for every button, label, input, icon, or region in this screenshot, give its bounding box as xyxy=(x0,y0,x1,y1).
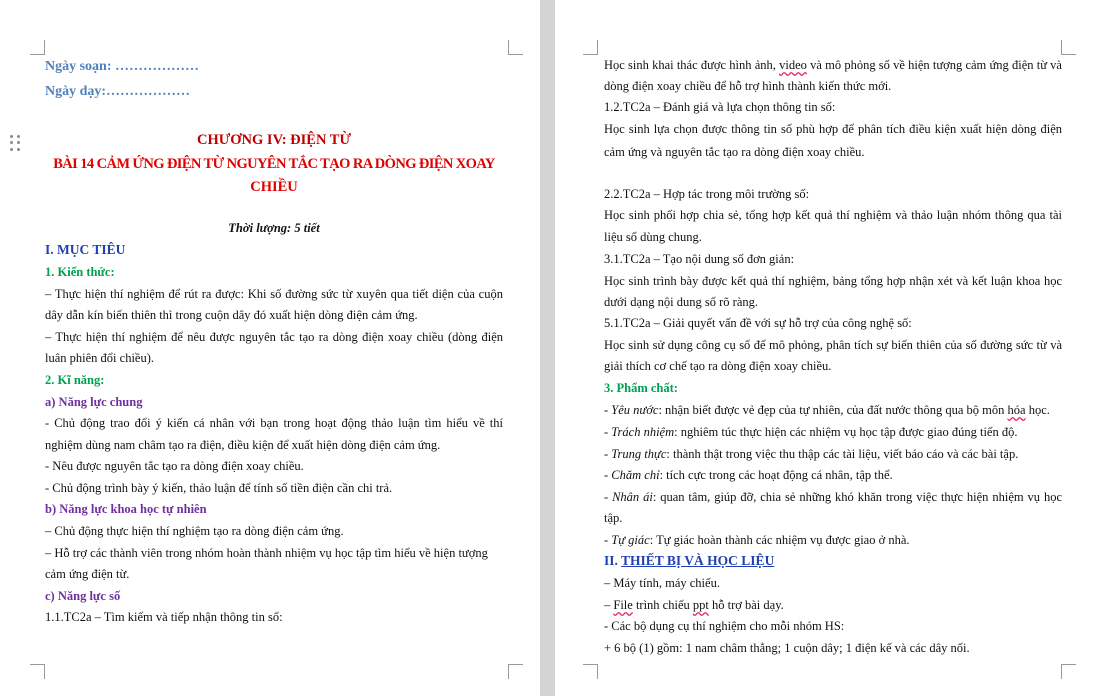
paragraph-line: tập. xyxy=(604,511,623,525)
paragraph-line: - Trách nhiệm: nghiêm túc thực hiện các nhiệm vụ học tập được giao đúng tiến độ. xyxy=(604,425,1018,439)
subsection-heading: 3. Phẩm chất: xyxy=(604,381,678,395)
paragraph-line: - Chủ động trình bày ý kiến, thảo luận để tính số tiền điện cần chi trả. xyxy=(45,481,393,495)
paragraph-line: liệu số dùng chung. xyxy=(604,230,702,244)
paragraph-line: - Nêu được nguyên tắc tạo ra dòng điện xoay chiều. xyxy=(45,459,304,473)
crop-mark xyxy=(1061,40,1076,55)
paragraph-line: 1.1.TC2a – Tìm kiếm và tiếp nhận thông tin số: xyxy=(45,610,283,624)
duration: Thời lượng: 5 tiết xyxy=(228,221,320,235)
paragraph-line: giải thích cơ chế tạo ra dòng điện xoay chiều. xyxy=(604,359,832,373)
paragraph-line: cảm ứng điện từ. xyxy=(45,567,130,581)
section-heading: I. MỤC TIÊU xyxy=(45,242,126,257)
crop-mark xyxy=(30,664,45,679)
lesson-title-line1: BÀI 14 CẢM ỨNG ĐIỆN TỪ NGUYÊN TẮC TẠO RA DÒNG ĐIỆN XOAY xyxy=(53,156,495,172)
crop-mark xyxy=(508,40,523,55)
paragraph-line: - Chăm chỉ: tích cực trong các hoạt động cá nhân, tập thể. xyxy=(604,468,893,482)
paragraph-line: Học sinh lựa chọn được thông tin số phù hợp để phân tích điều kiện xuất hiện dòng điện xyxy=(604,122,1062,136)
paragraph-line: – Chủ động thực hiện thí nghiệm tạo ra dòng điện cảm ứng. xyxy=(45,524,344,538)
paragraph-line: Học sinh trình bày được kết quả thí nghiệm, bảng tổng hợp nhận xét và kết luận khoa học xyxy=(604,274,1062,288)
drag-handle-icon[interactable] xyxy=(10,135,22,151)
crop-mark xyxy=(30,40,45,55)
crop-mark xyxy=(1061,664,1076,679)
crop-mark xyxy=(508,664,523,679)
lesson-title-line2: CHIỀU xyxy=(250,179,298,195)
paragraph-line: – Hỗ trợ các thành viên trong nhóm hoàn thành nhiệm vụ học tập tìm hiểu về hiện tượng xyxy=(45,546,488,560)
paragraph-line: luân phiên đổi chiều). xyxy=(45,351,154,365)
paragraph-line: 2.2.TC2a – Hợp tác trong môi trường số: xyxy=(604,187,810,201)
crop-mark xyxy=(583,664,598,679)
subsection-heading: 2. Kĩ năng: xyxy=(45,373,105,387)
section-heading: II. THIẾT BỊ VÀ HỌC LIỆU xyxy=(604,553,775,568)
subsection-heading: 1. Kiến thức: xyxy=(45,265,115,279)
paragraph-line: Học sinh khai thác được hình ảnh, video và mô phỏng số về hiện tượng cảm ứng điện từ và xyxy=(604,58,1062,72)
paragraph-line: – Thực hiện thí nghiệm để rút ra được: Khi số đường sức từ xuyên qua tiết diện của cuộn xyxy=(45,287,503,301)
paragraph-line: dưới dạng nội dung số rõ ràng. xyxy=(604,295,758,309)
paragraph-line: 5.1.TC2a – Giải quyết vấn đề với sự hỗ trợ của công nghệ số: xyxy=(604,316,912,330)
chapter-title: CHƯƠNG IV: ĐIỆN TỪ xyxy=(196,132,351,148)
paragraph-line: – Máy tính, máy chiếu. xyxy=(604,576,720,590)
paragraph-line: + 6 bộ (1) gồm: 1 nam châm thẳng; 1 cuộn dây; 1 điện kế và các dây nối. xyxy=(604,641,970,655)
date-taught: Ngày dạy:……………… xyxy=(45,84,191,99)
crop-mark xyxy=(583,40,598,55)
date-prepared: Ngày soạn: ……………… xyxy=(45,59,200,74)
paragraph-line: nghiệm dùng nam châm tạo ra điện, điều kiện để xuất hiện dòng điện cảm ứng. xyxy=(45,438,441,452)
subsection-heading: b) Năng lực khoa học tự nhiên xyxy=(45,502,207,516)
paragraph-line: 1.2.TC2a – Đánh giá và lựa chọn thông tin số: xyxy=(604,100,836,114)
paragraph-line: - Chủ động trao đổi ý kiến cá nhân với bạn trong hoạt động thảo luận tìm hiểu về thí xyxy=(45,416,503,430)
paragraph-line: dây dẫn kín biến thiên thì trong cuộn dây đó xuất hiện dòng điện cảm ứng. xyxy=(45,308,418,322)
document-page-right[interactable] xyxy=(555,0,1093,696)
paragraph-line: - Các bộ dụng cụ thí nghiệm cho mỗi nhóm HS: xyxy=(604,619,845,633)
paragraph-line: 3.1.TC2a – Tạo nội dung số đơn giản: xyxy=(604,252,795,266)
paragraph-line: – File trình chiếu ppt hỗ trợ bài dạy. xyxy=(604,598,784,612)
paragraph-line: Học sinh sử dụng công cụ số để mô phỏng, phân tích sự biến thiên của số đường sức từ và xyxy=(604,338,1062,352)
subsection-heading: c) Năng lực số xyxy=(45,589,121,603)
paragraph-line: - Nhân ái: quan tâm, giúp đỡ, chia sẻ những khó khăn trong việc thực hiện nhiệm vụ học xyxy=(604,490,1062,504)
subsection-heading: a) Năng lực chung xyxy=(45,395,143,409)
paragraph-line: - Trung thực: thành thật trong việc thu thập các tài liệu, viết báo cáo và các bài tập. xyxy=(604,447,1019,461)
page-gap xyxy=(540,0,555,696)
paragraph-line: - Tự giác: Tự giác hoàn thành các nhiệm vụ được giao ở nhà. xyxy=(604,533,910,547)
paragraph-line: cảm ứng và nguyên tắc tạo ra dòng điện xoay chiều. xyxy=(604,145,865,159)
paragraph-line: - Yêu nước: nhận biết được vẻ đẹp của tự nhiên, của đất nước thông qua bộ môn hóa học. xyxy=(604,403,1050,417)
paragraph-line: dòng điện xoay chiều để hỗ trợ hình thành kiến thức mới. xyxy=(604,79,892,93)
document-page-left[interactable] xyxy=(0,0,540,696)
paragraph-line: – Thực hiện thí nghiệm để nêu được nguyên tắc tạo ra dòng điện xoay chiều (dòng điện xyxy=(45,330,503,344)
paragraph-line: Học sinh phối hợp chia sẻ, tổng hợp kết quả thí nghiệm và thảo luận nhóm thông qua tài xyxy=(604,208,1062,222)
